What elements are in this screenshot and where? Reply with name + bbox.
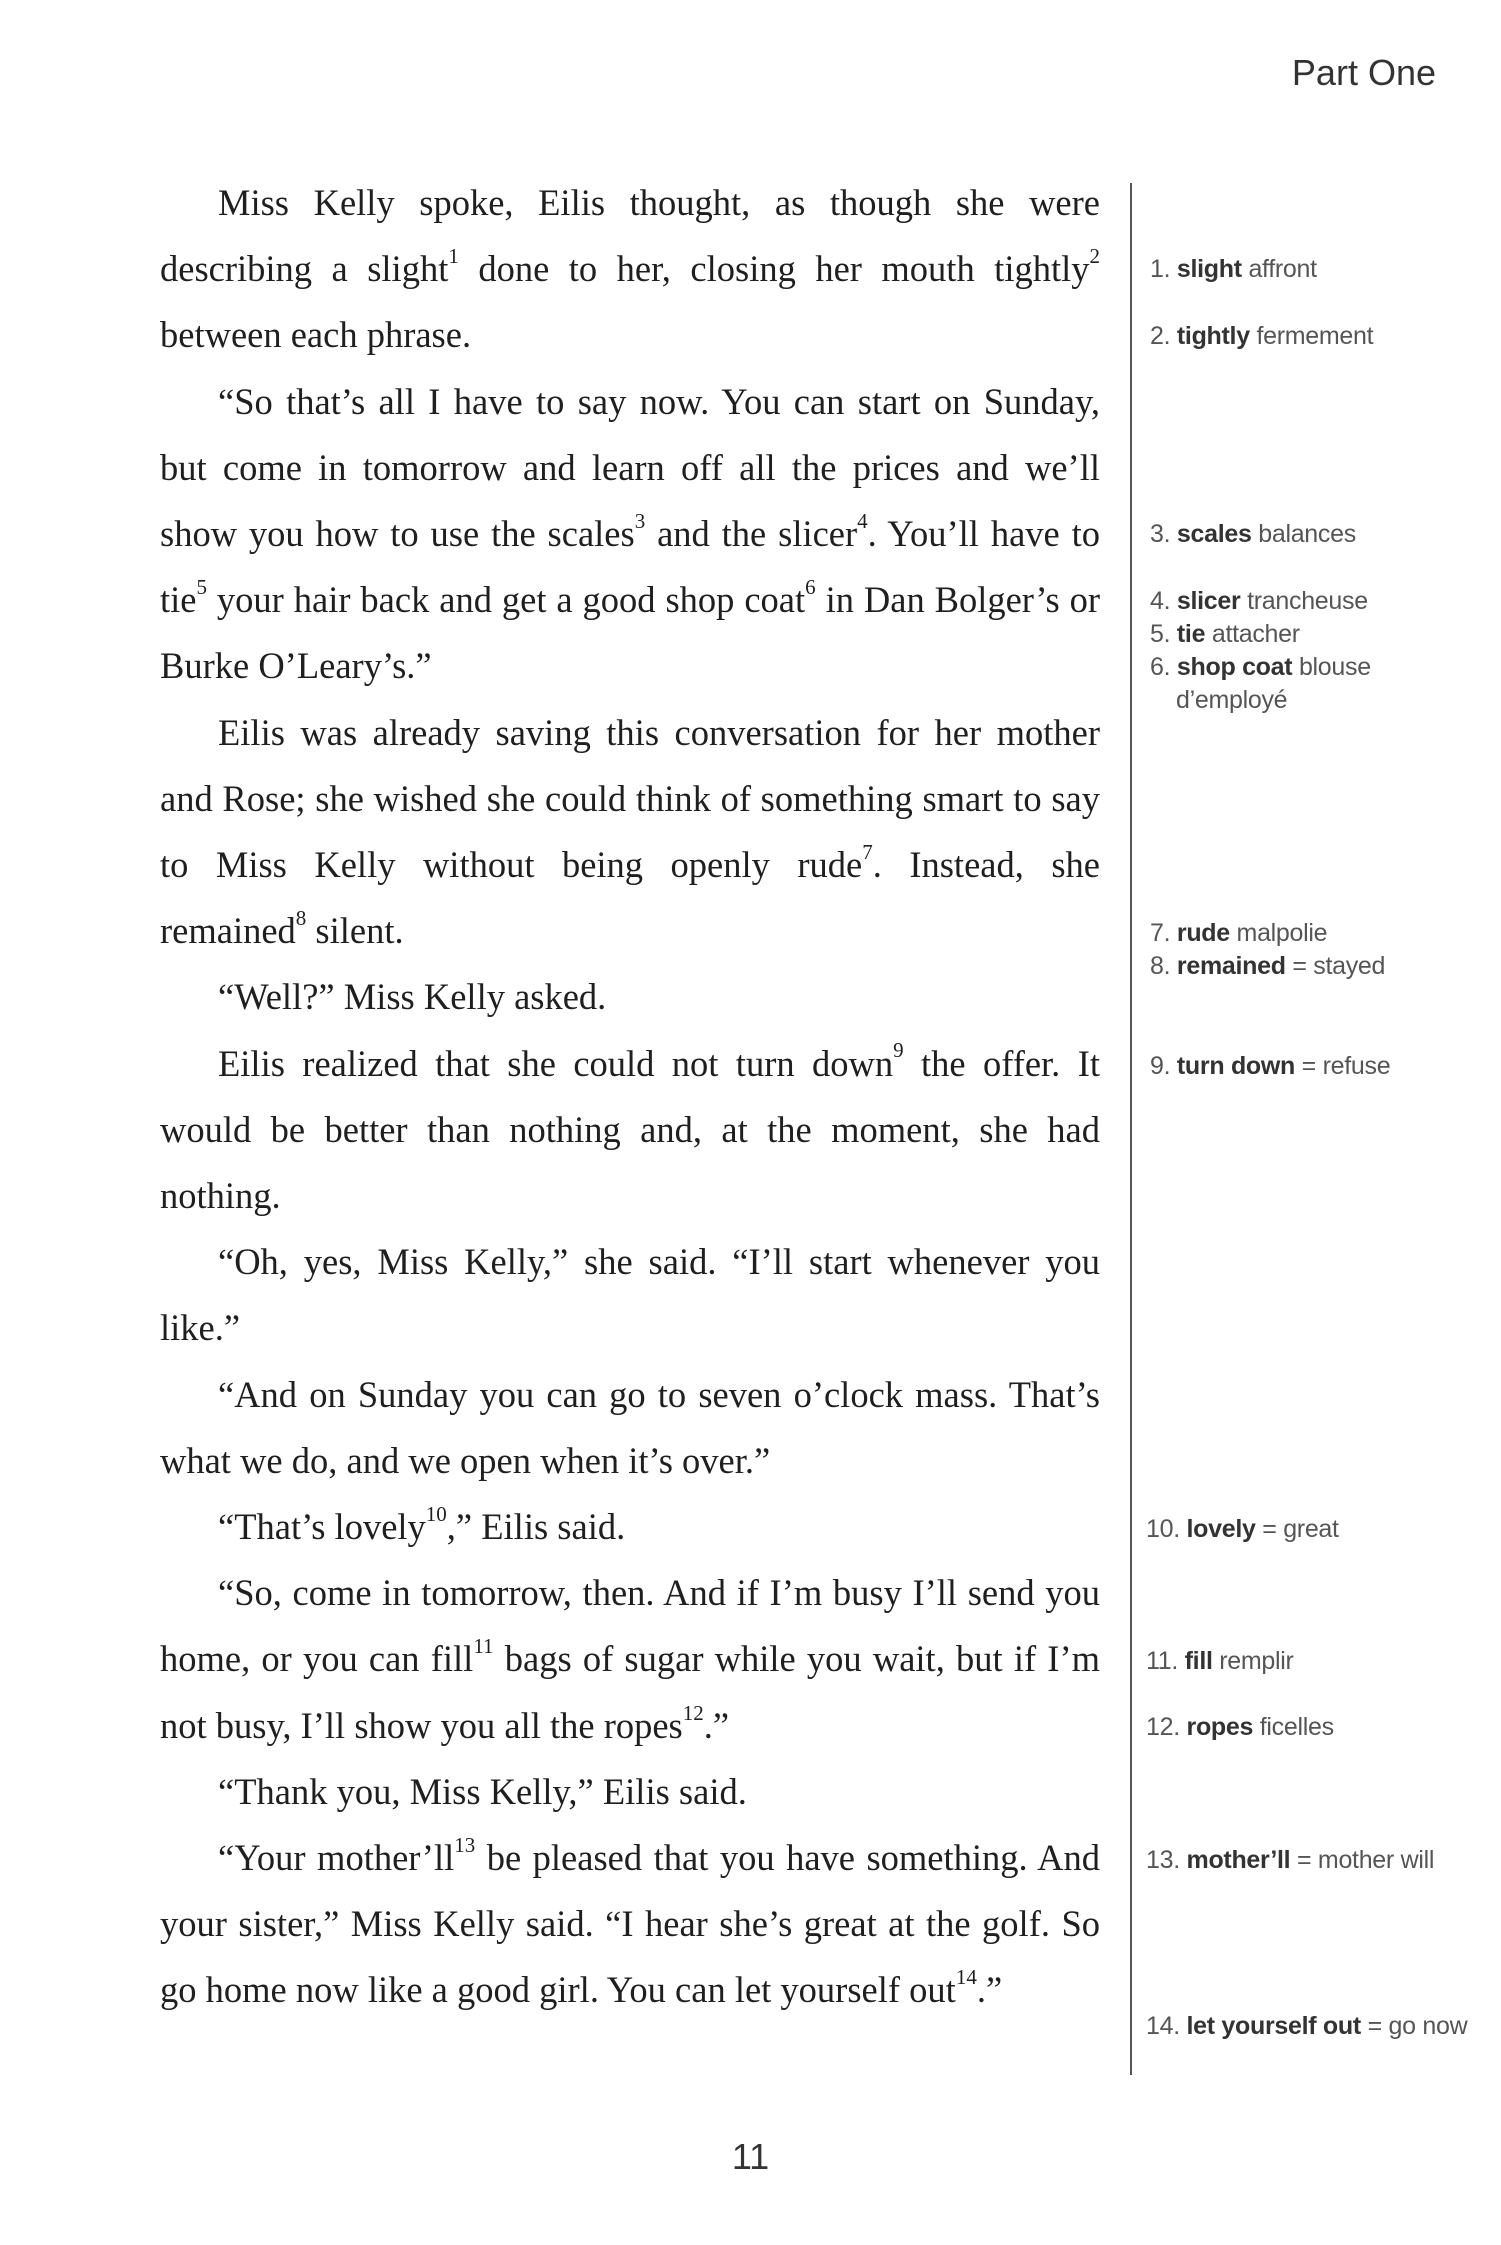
- footnote-ref: 3: [634, 508, 646, 533]
- paragraph: “Thank you, Miss Kelly,” Eilis said.: [218, 1770, 747, 1812]
- footnote-ref: 10: [425, 1501, 447, 1526]
- footnote-ref: 8: [295, 906, 307, 931]
- running-header: Part One: [1291, 52, 1436, 93]
- footnote-ref: 6: [805, 575, 816, 600]
- paragraph: “So that’s all I have to say now. You can start on Sunday, but come in tomorrow and learn off all the prices and we’ll show you how to use the scales$^3$ and the slicer$^4$. You’ll have to tie$^5$ your hair back and get a good shop coat$^6$ in Dan Bolger’s or Burke O’Leary’s.”: [160, 380, 1100, 687]
- gloss-item: 8. remained = stayed: [1150, 952, 1386, 980]
- footnote-ref: 2: [1089, 244, 1100, 269]
- footnote-ref: 11: [473, 1634, 494, 1659]
- gloss-item: 4. slicer trancheuse: [1150, 587, 1368, 615]
- gloss-item: 6. shop coat blouse d’employé: [1150, 653, 1371, 714]
- footnote-ref: 13: [454, 1832, 476, 1857]
- paragraph: “And on Sunday you can go to seven o’clock mass. That’s what we do, and we open when it’s over.”: [160, 1373, 1100, 1481]
- gloss-item: 2. tightly fermement: [1150, 322, 1374, 350]
- margin-rule: [1130, 183, 1132, 2075]
- gloss-item: 10. lovely = great: [1146, 1515, 1339, 1543]
- paragraph: “So, come in tomorrow, then. And if I’m busy I’ll send you home, or you can fill$^{11}$ bags of sugar while you wait, but if I’m not busy, I’ll show you all the ropes$^{12}$.”: [160, 1572, 1100, 1746]
- footnote-ref: 12: [682, 1700, 704, 1725]
- paragraph: “That’s lovely$^{10}$,” Eilis said.: [218, 1501, 626, 1548]
- gloss-item: 12. ropes ficelles: [1146, 1713, 1334, 1741]
- gloss-item: 14. let yourself out = go now: [1146, 2012, 1468, 2040]
- gloss-item: 11. fill remplir: [1146, 1647, 1294, 1675]
- main-text: [160, 170, 1100, 2024]
- paragraph: Eilis realized that she could not turn down$^9$ the offer. It would be better than nothing and, at the moment, she had nothing.: [160, 1038, 1100, 1217]
- footnote-ref: 14: [955, 1965, 977, 1990]
- gloss-item: 7. rude malpolie: [1150, 919, 1328, 947]
- paragraph: Miss Kelly spoke, Eilis thought, as though she were describing a slight$^1$ done to her, closing her mouth tightly$^2$ between each phrase.: [160, 182, 1100, 356]
- page-number: 11: [731, 2136, 770, 2177]
- paragraph: “Well?” Miss Kelly asked.: [218, 976, 607, 1018]
- paragraph: Eilis was already saving this conversation for her mother and Rose; she wished she could think of something smart to say to Miss Kelly without being openly rude$^7$. Instead, she remained$^8$ silent.: [160, 711, 1100, 952]
- gloss-item: 1. slight affront: [1150, 255, 1317, 283]
- paragraph: “Oh, yes, Miss Kelly,” she said. “I’ll start whenever you like.”: [160, 1241, 1100, 1349]
- paragraph: “Your $mother’ll^{13}$ be pleased that you have something. And your sister,” Miss Kelly said. “I hear she’s great at the golf. So go home now like a good girl. You can let yourself out$^{14}$.”: [160, 1832, 1100, 2011]
- gloss-item: 3. scales balances: [1150, 520, 1356, 548]
- footnote-ref: 7: [862, 839, 873, 864]
- footnote-ref: 4: [857, 508, 868, 533]
- footnote-ref: 5: [196, 575, 207, 600]
- gloss-item: 13. mother’ll = mother will: [1146, 1846, 1435, 1874]
- gloss-item: 5. tie attacher: [1150, 620, 1300, 648]
- gloss-item: 9. turn down = refuse: [1150, 1052, 1391, 1080]
- footnote-ref: 9: [893, 1038, 904, 1063]
- footnote-ref: 1: [448, 244, 459, 269]
